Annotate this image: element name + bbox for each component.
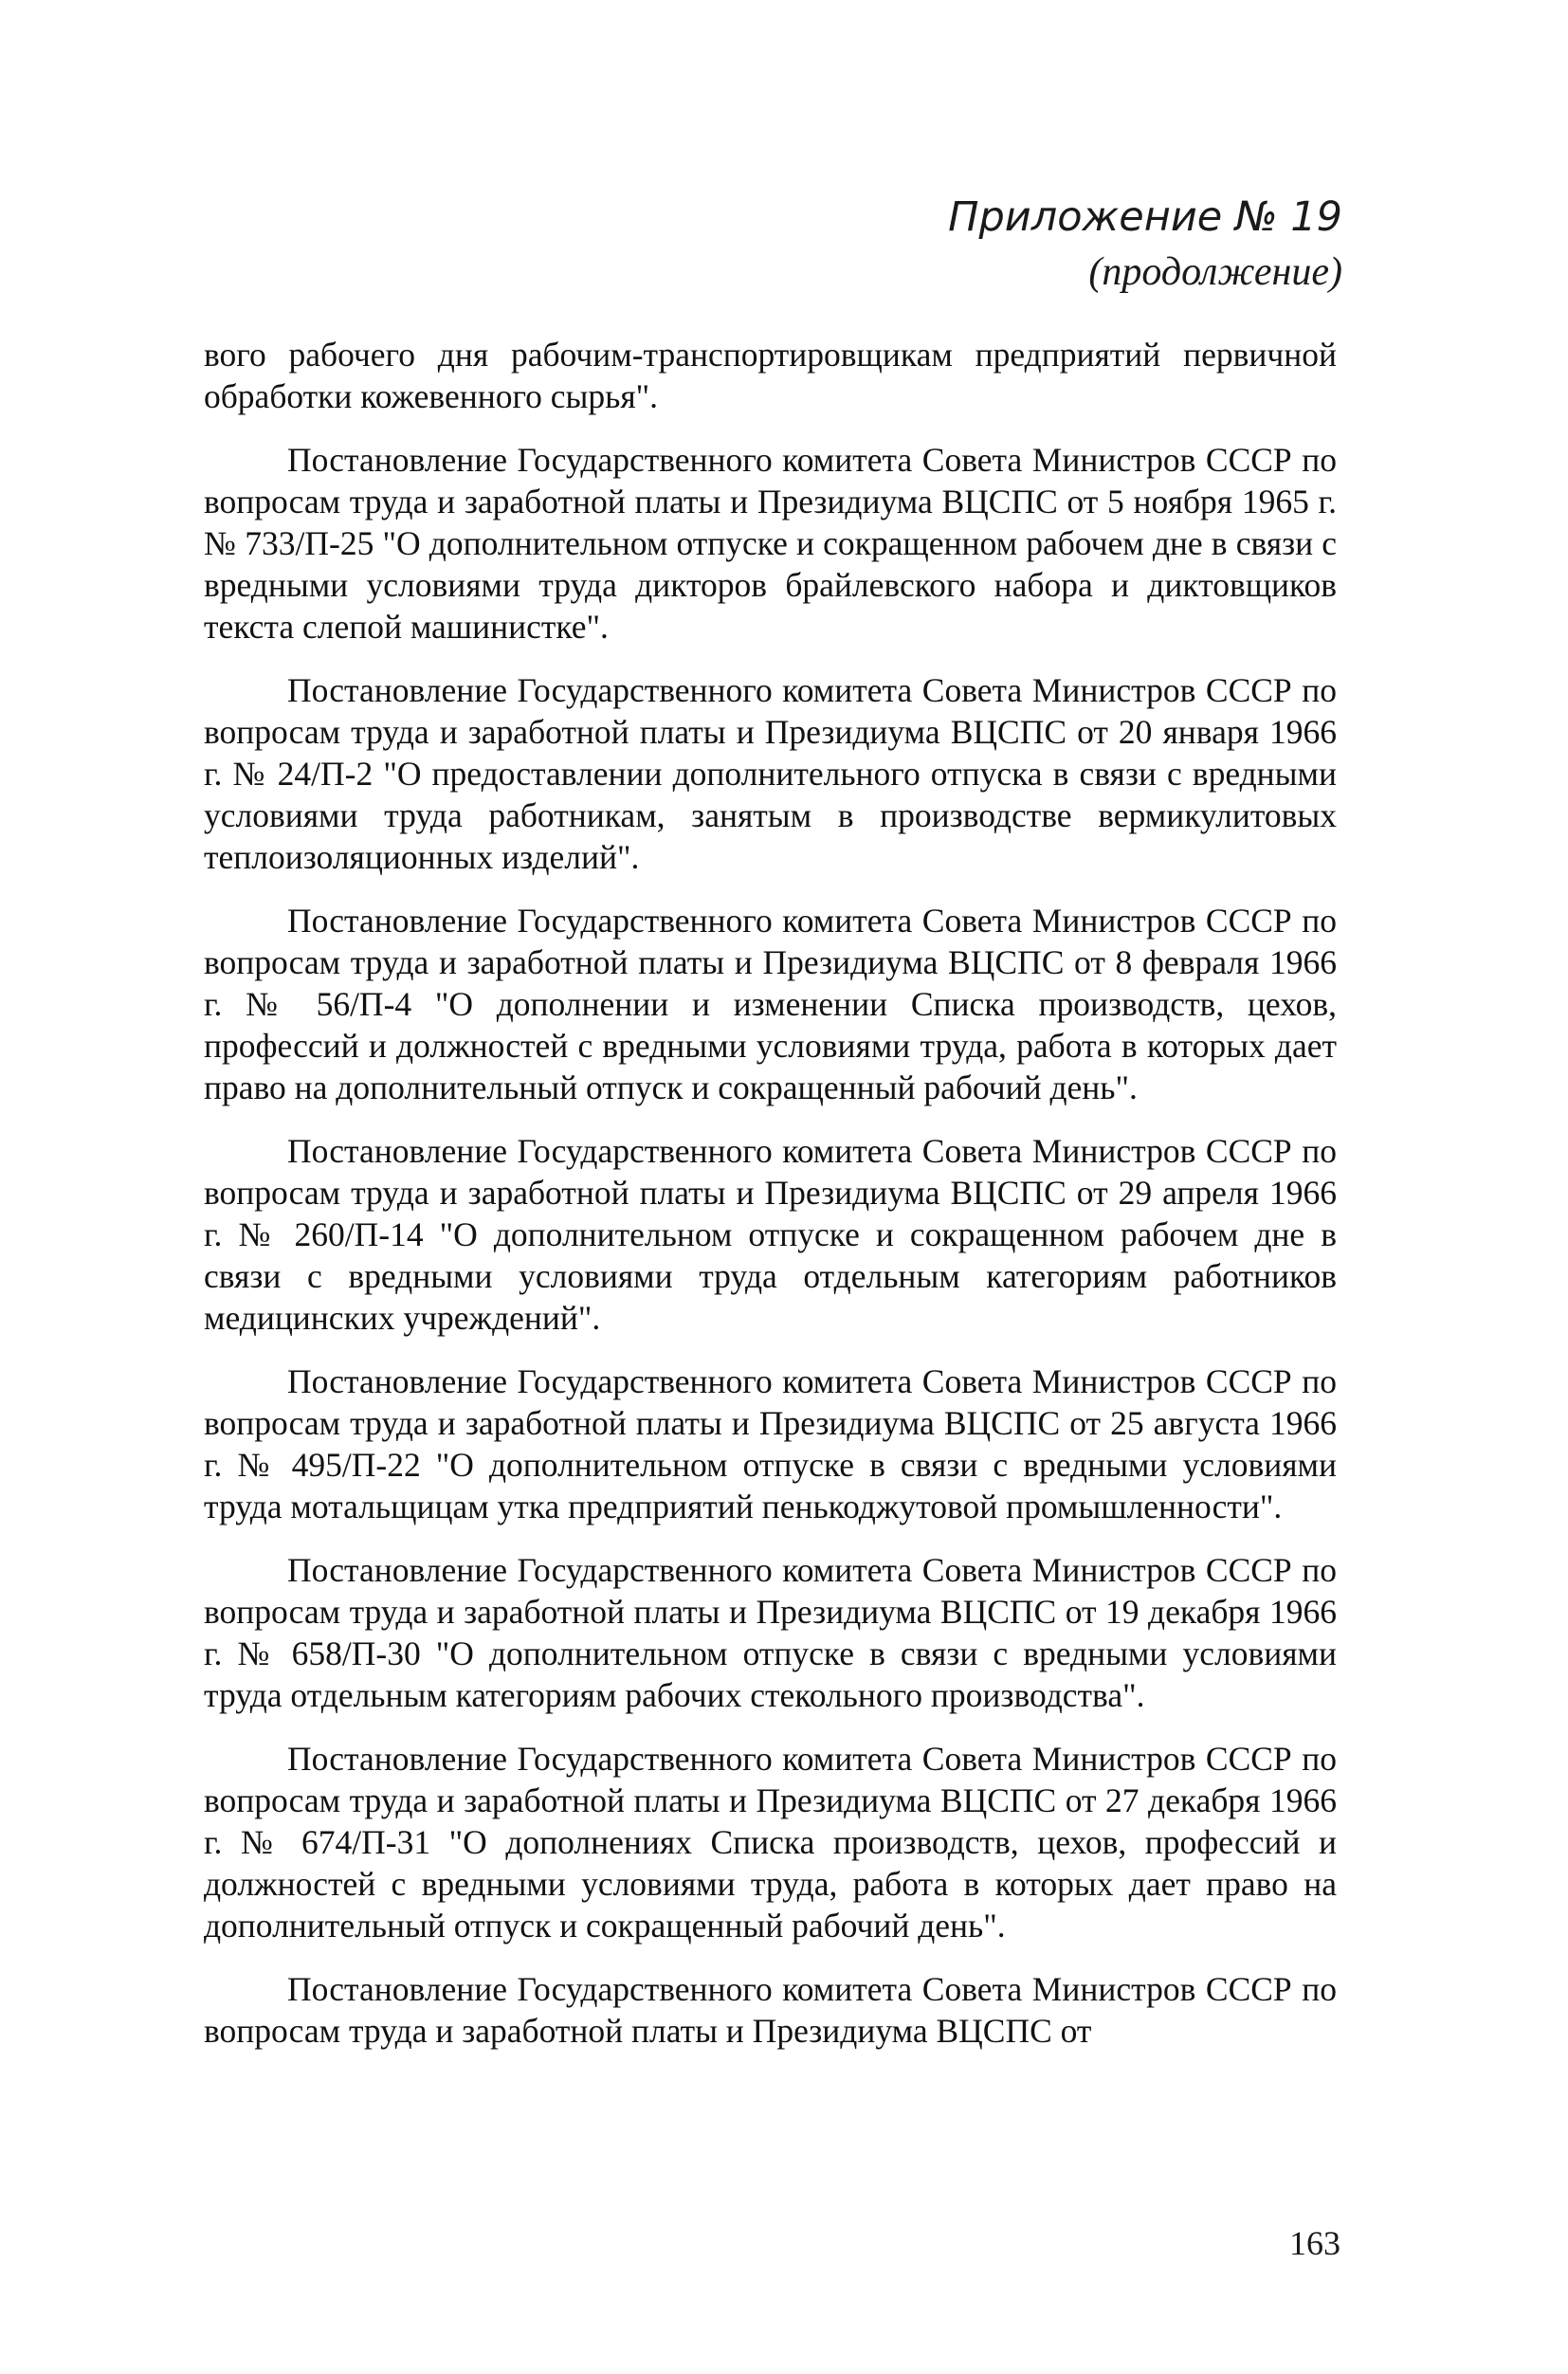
appendix-subtitle: (продолжение) [1088,250,1342,294]
paragraph: Постановление Государственного комитета Совета Министров СССР по вопросам труда и заработной платы и Президиума ВЦСПС от 27 декабря 1966 г. № 674/П-31 "О дополнениях Списка производств, цехов, профессий и должностей с вредными условиями труда, работа в которых дает право на дополнительный отпуск и сокращенный рабочий день". [204,1740,1337,1945]
paragraph: Постановление Государственного комитета Совета Министров СССР по вопросам труда и заработной платы и Президиума ВЦСПС от [204,1970,1337,2050]
paragraph: Постановление Государственного комитета Совета Министров СССР по вопросам труда и заработной платы и Президиума ВЦСПС от 20 января 1966 г. № 24/П-2 "О предоставлении дополнительного отпуска в связи с вредными условиями труда работникам, занятым в производстве вермикулитовых теплоизоляционных изделий". [204,671,1337,876]
paragraph: Постановление Государственного комитета Совета Министров СССР по вопросам труда и заработной платы и Президиума ВЦСПС от 8 февраля 1966 г. № 56/П-4 "О дополнении и изменении Списка производств, цехов, профессий и должностей с вредными условиями труда, работа в которых дает право на дополнительный отпуск и сокращенный рабочий день". [204,902,1337,1106]
paragraph: Постановление Государственного комитета Совета Министров СССР по вопросам труда и заработной платы и Президиума ВЦСПС от 29 апреля 1966 г. № 260/П-14 "О дополнительном отпуске и сокращенном рабочем дне в связи с вредными условиями труда отдельным категориям работников медицинских учреждений". [204,1132,1337,1337]
appendix-title: Приложение № 19 [948,193,1342,241]
body-text [204,334,1337,2073]
page-number: 163 [1289,2224,1340,2262]
paragraph: Постановление Государственного комитета Совета Министров СССР по вопросам труда и заработной платы и Президиума ВЦСПС от 25 августа 1966 г. № 495/П-22 "О дополнительном отпуске в связи с вредными условиями труда мотальщицам утка предприятий пенькоджутовой промышленности". [204,1362,1337,1525]
paragraph-continuation: вого рабочего дня рабочим-транспортировщикам предприятий первичной обработки кожевенного сырья". [204,336,1337,415]
appendix-header [948,190,1342,300]
paragraph: Постановление Государственного комитета Совета Министров СССР по вопросам труда и заработной платы и Президиума ВЦСПС от 5 ноября 1965 г. № 733/П-25 "О дополнительном отпуске и сокращенном рабочем дне в связи с вредными условиями труда дикторов брайлевского набора и диктовщиков текста слепой машинистке". [204,441,1337,646]
paragraph: Постановление Государственного комитета Совета Министров СССР по вопросам труда и заработной платы и Президиума ВЦСПС от 19 декабря 1966 г. № 658/П-30 "О дополнительном отпуске в связи с вредными условиями труда отдельным категориям рабочих стекольного производства". [204,1551,1337,1714]
